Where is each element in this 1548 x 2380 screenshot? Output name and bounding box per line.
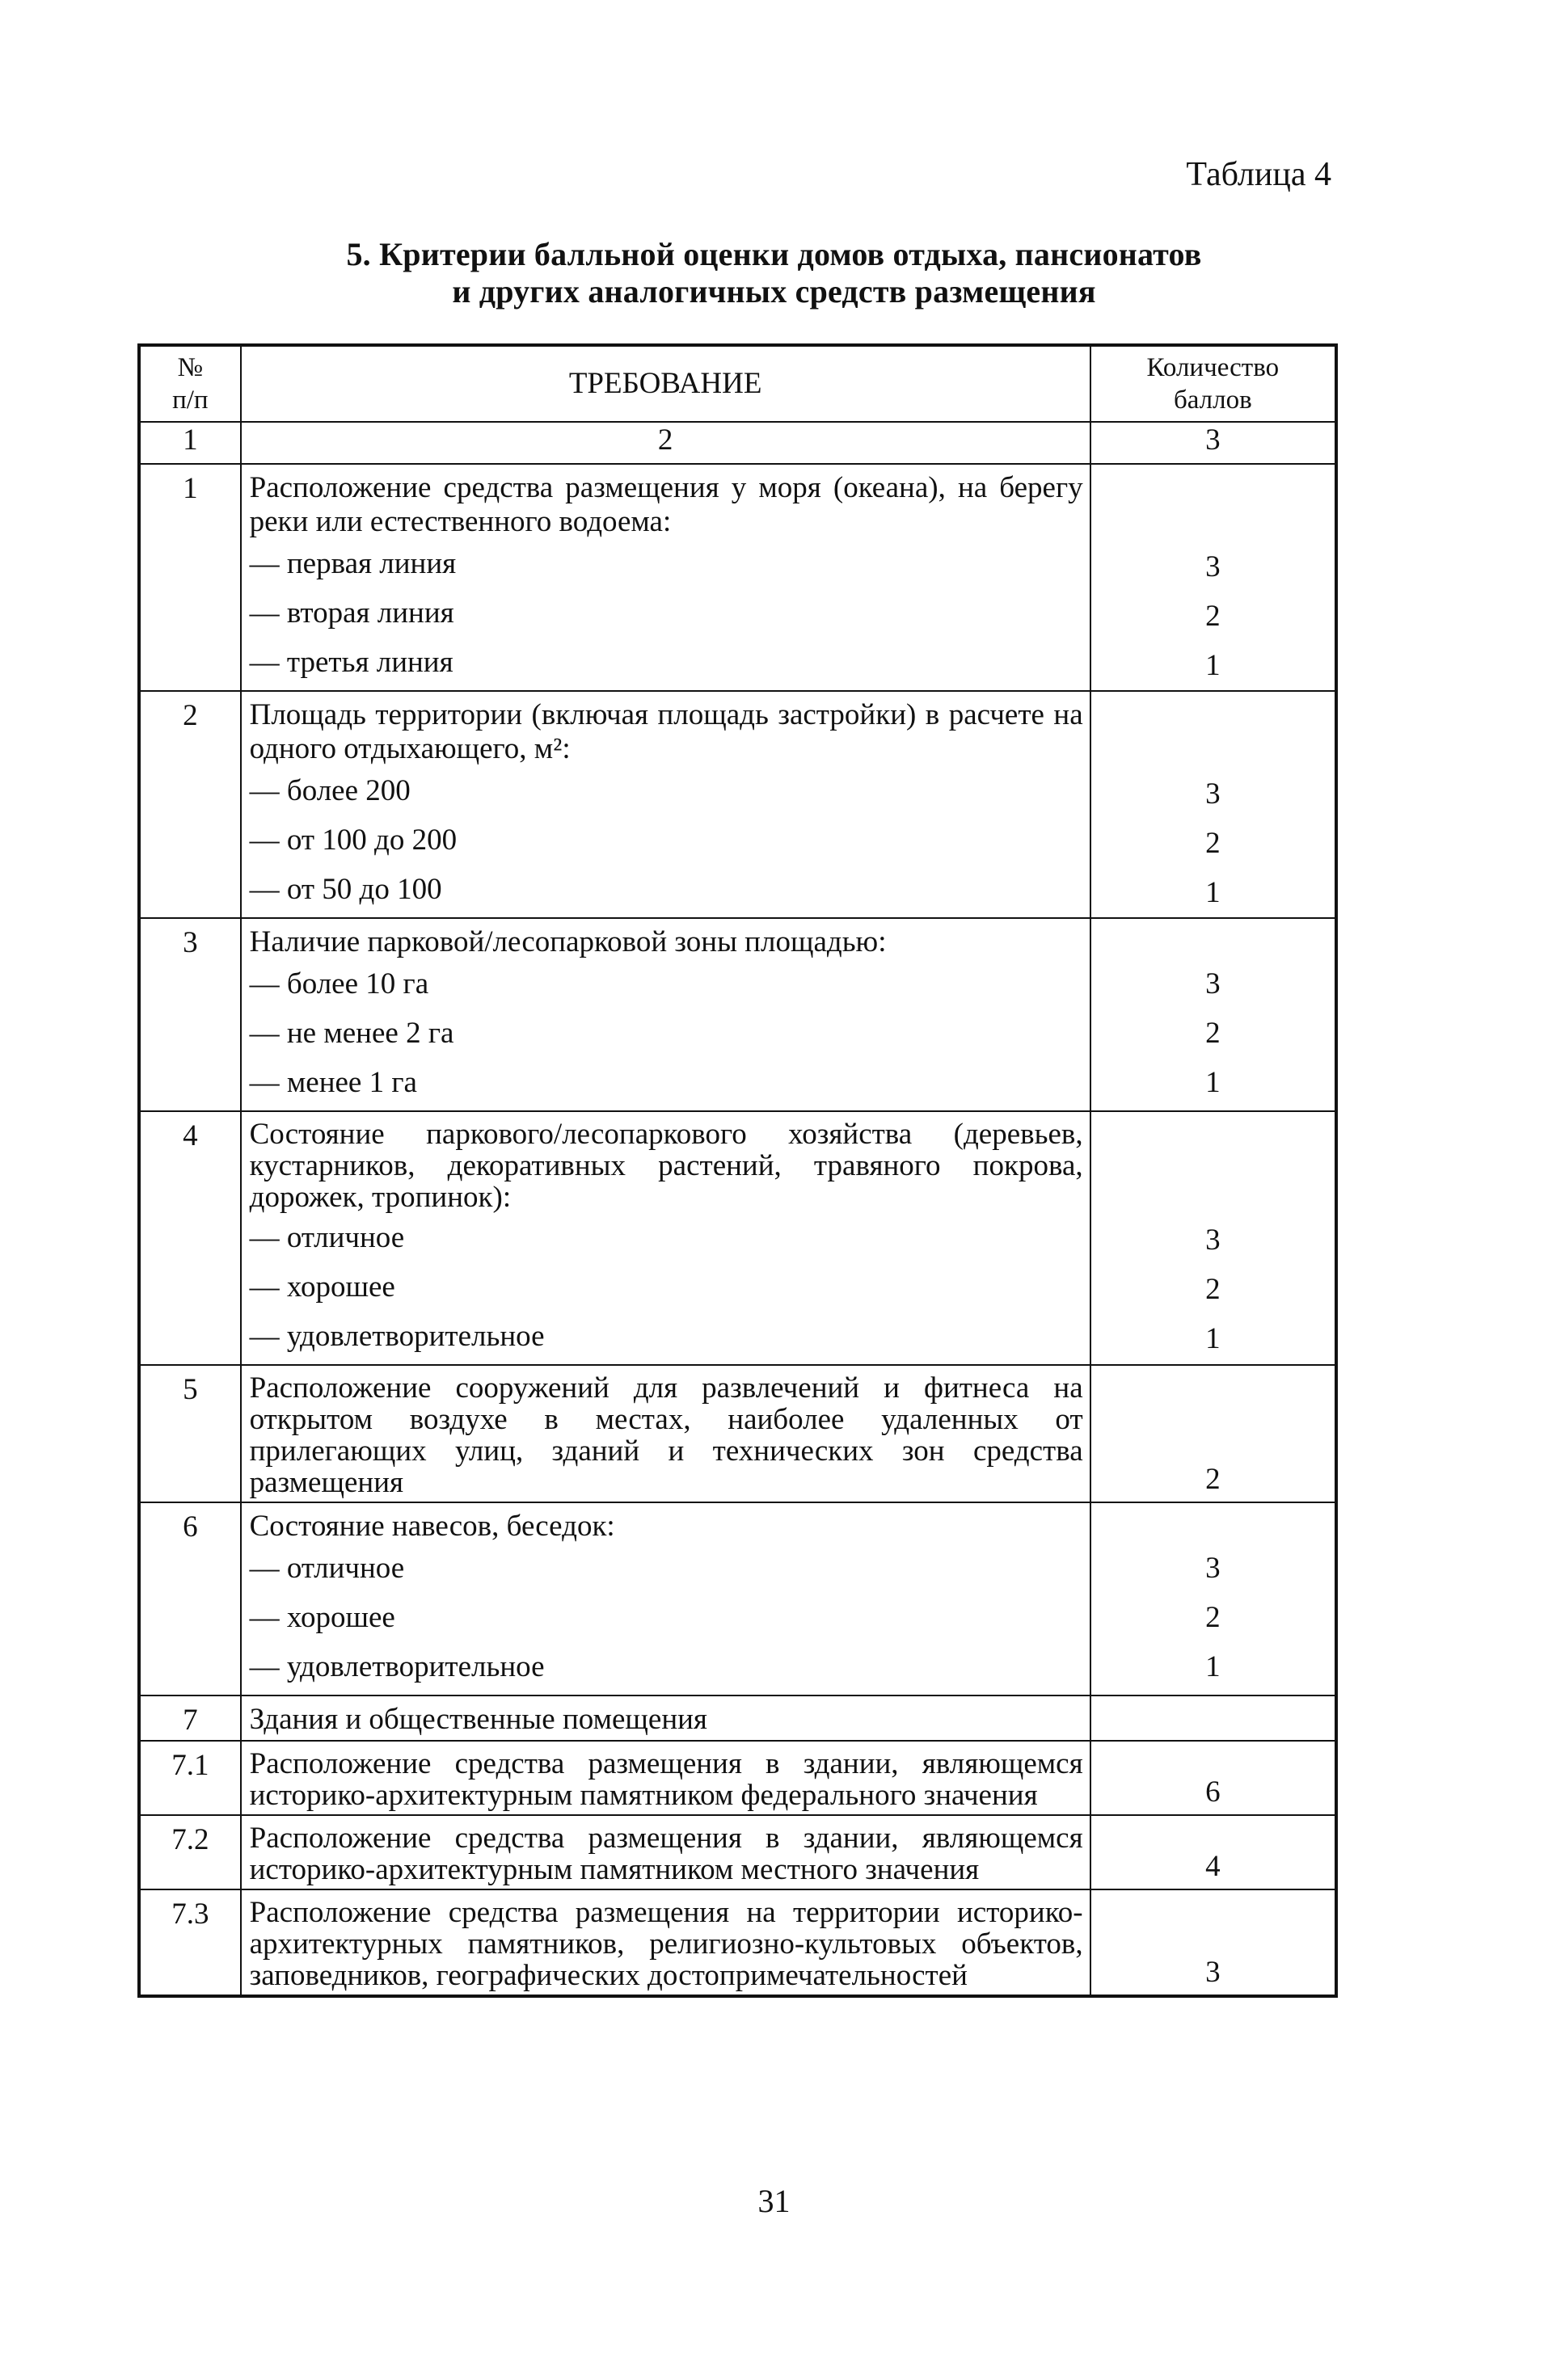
points-cell bbox=[1090, 1889, 1336, 1996]
points-cell bbox=[1090, 1741, 1336, 1815]
column-index-cell: 3 bbox=[1090, 422, 1336, 464]
option-points: 3 bbox=[1205, 777, 1221, 811]
column-index-cell: 1 bbox=[139, 422, 241, 464]
requirement-text: Здания и общественные помещения bbox=[249, 1703, 707, 1736]
points-cell bbox=[1090, 691, 1336, 918]
header-number-line-1: № bbox=[177, 353, 204, 382]
column-index-cell: 2 bbox=[241, 422, 1090, 464]
option-label: — менее 1 га bbox=[249, 1066, 417, 1099]
title-line-1: 5. Критерии балльной оценки домов отдыха, пансионатов bbox=[346, 236, 1202, 272]
table-row bbox=[139, 918, 1336, 1111]
requirement-text: Наличие парковой/лесопарковой зоны площадью: bbox=[249, 925, 887, 958]
row-number: 4 bbox=[139, 1111, 241, 1365]
row-number: 7 bbox=[139, 1695, 241, 1741]
table-row bbox=[139, 1695, 1336, 1741]
row-points: 3 bbox=[1205, 1956, 1221, 1989]
header-requirement: ТРЕБОВАНИЕ bbox=[241, 345, 1090, 422]
column-index-row bbox=[139, 422, 1336, 464]
title-line-2: и других аналогичных средств размещения bbox=[452, 273, 1096, 310]
row-number: 7.3 bbox=[139, 1889, 241, 1996]
option-label: — хорошее bbox=[249, 1270, 395, 1304]
option-points: 1 bbox=[1205, 876, 1221, 909]
option-points: 1 bbox=[1205, 1066, 1221, 1099]
points-cell bbox=[1090, 1365, 1336, 1502]
points-cell bbox=[1090, 1502, 1336, 1695]
requirement-text: Расположение средства размещения у моря (океана), на берегу реки или естественного водоема: bbox=[249, 471, 1083, 538]
row-number: 3 bbox=[139, 918, 241, 1111]
requirement-cell bbox=[241, 1502, 1090, 1695]
option-label: — третья линия bbox=[249, 646, 453, 679]
row-points: 4 bbox=[1205, 1850, 1221, 1883]
row-number: 7.2 bbox=[139, 1815, 241, 1889]
option-label: — от 100 до 200 bbox=[249, 824, 458, 857]
points-cell bbox=[1090, 1111, 1336, 1365]
table-row bbox=[139, 1502, 1336, 1695]
requirement-cell bbox=[241, 1111, 1090, 1365]
option-points: 3 bbox=[1205, 550, 1221, 583]
criteria-table bbox=[137, 343, 1338, 1998]
option-label: — более 200 bbox=[249, 774, 411, 807]
page-title bbox=[0, 236, 1548, 310]
table-row bbox=[139, 1365, 1336, 1502]
requirement-cell bbox=[241, 464, 1090, 691]
option-points: 3 bbox=[1205, 1552, 1221, 1585]
table-label: Таблица 4 bbox=[1186, 156, 1331, 193]
points-cell bbox=[1090, 464, 1336, 691]
table-row bbox=[139, 691, 1336, 918]
option-label: — отличное bbox=[249, 1552, 405, 1585]
option-points: 1 bbox=[1205, 1322, 1221, 1355]
header-points-line-1: Количество bbox=[1146, 353, 1280, 382]
requirement-text: Расположение средства размещения на территории историко-архитектурных памятников, религиозно-культовых объектов, заповедников, географических достопримечательностей bbox=[249, 1896, 1083, 1992]
option-points: 1 bbox=[1205, 1650, 1221, 1683]
requirement-cell bbox=[241, 1815, 1090, 1889]
option-points: 2 bbox=[1205, 1017, 1221, 1050]
requirement-text: Состояние навесов, беседок: bbox=[249, 1510, 615, 1543]
option-label: — отличное bbox=[249, 1221, 405, 1254]
table-row bbox=[139, 1815, 1336, 1889]
option-points: 2 bbox=[1205, 827, 1221, 860]
row-number: 7.1 bbox=[139, 1741, 241, 1815]
points-cell bbox=[1090, 918, 1336, 1111]
row-points: 6 bbox=[1205, 1776, 1221, 1809]
page-number: 31 bbox=[757, 2183, 791, 2219]
table-row bbox=[139, 1111, 1336, 1365]
requirement-text: Состояние паркового/лесопаркового хозяйства (деревьев, кустарников, декоративных растений, травяного покрова, дорожек, тропинок): bbox=[249, 1118, 1083, 1214]
header-number bbox=[139, 345, 241, 422]
table-row bbox=[139, 1889, 1336, 1996]
header-points bbox=[1090, 345, 1336, 422]
option-label: — удовлетворительное bbox=[249, 1650, 545, 1683]
header-points-line-2: баллов bbox=[1173, 385, 1252, 415]
option-points: 3 bbox=[1205, 967, 1221, 1000]
option-label: — первая линия bbox=[249, 547, 457, 580]
option-label: — не менее 2 га bbox=[249, 1017, 454, 1050]
row-points: 2 bbox=[1205, 1463, 1221, 1496]
requirement-cell bbox=[241, 1741, 1090, 1815]
requirement-text: Расположение средства размещения в здании, являющемся историко-архитектурным памятником местного значения bbox=[249, 1822, 1083, 1886]
option-label: — от 50 до 100 bbox=[249, 873, 442, 906]
requirement-cell bbox=[241, 1695, 1090, 1741]
requirement-cell bbox=[241, 1889, 1090, 1996]
option-label: — удовлетворительное bbox=[249, 1320, 545, 1353]
row-number: 5 bbox=[139, 1365, 241, 1502]
points-cell bbox=[1090, 1815, 1336, 1889]
points-cell bbox=[1090, 1695, 1336, 1741]
row-number: 1 bbox=[139, 464, 241, 691]
requirement-cell bbox=[241, 1365, 1090, 1502]
option-label: — хорошее bbox=[249, 1601, 395, 1634]
header-number-line-2: п/п bbox=[172, 385, 209, 415]
option-label: — вторая линия bbox=[249, 596, 454, 630]
option-points: 1 bbox=[1205, 649, 1221, 682]
table-row bbox=[139, 464, 1336, 691]
option-label: — более 10 га bbox=[249, 967, 429, 1000]
option-points: 3 bbox=[1205, 1224, 1221, 1257]
requirement-text: Расположение сооружений для развлечений и фитнеса на открытом воздухе в местах, наиболее удаленных от прилегающих улиц, зданий и технических зон средства размещения bbox=[249, 1371, 1083, 1499]
option-points: 2 bbox=[1205, 1601, 1221, 1634]
option-points: 2 bbox=[1205, 600, 1221, 633]
requirement-text: Площадь территории (включая площадь застройки) в расчете на одного отдыхающего, м²: bbox=[249, 698, 1083, 765]
requirement-cell bbox=[241, 918, 1090, 1111]
table-header-row bbox=[139, 345, 1336, 422]
requirement-cell bbox=[241, 691, 1090, 918]
option-points: 2 bbox=[1205, 1273, 1221, 1306]
row-number: 6 bbox=[139, 1502, 241, 1695]
row-number: 2 bbox=[139, 691, 241, 918]
table-row bbox=[139, 1741, 1336, 1815]
requirement-text: Расположение средства размещения в здании, являющемся историко-архитектурным памятником федерального значения bbox=[249, 1747, 1083, 1812]
